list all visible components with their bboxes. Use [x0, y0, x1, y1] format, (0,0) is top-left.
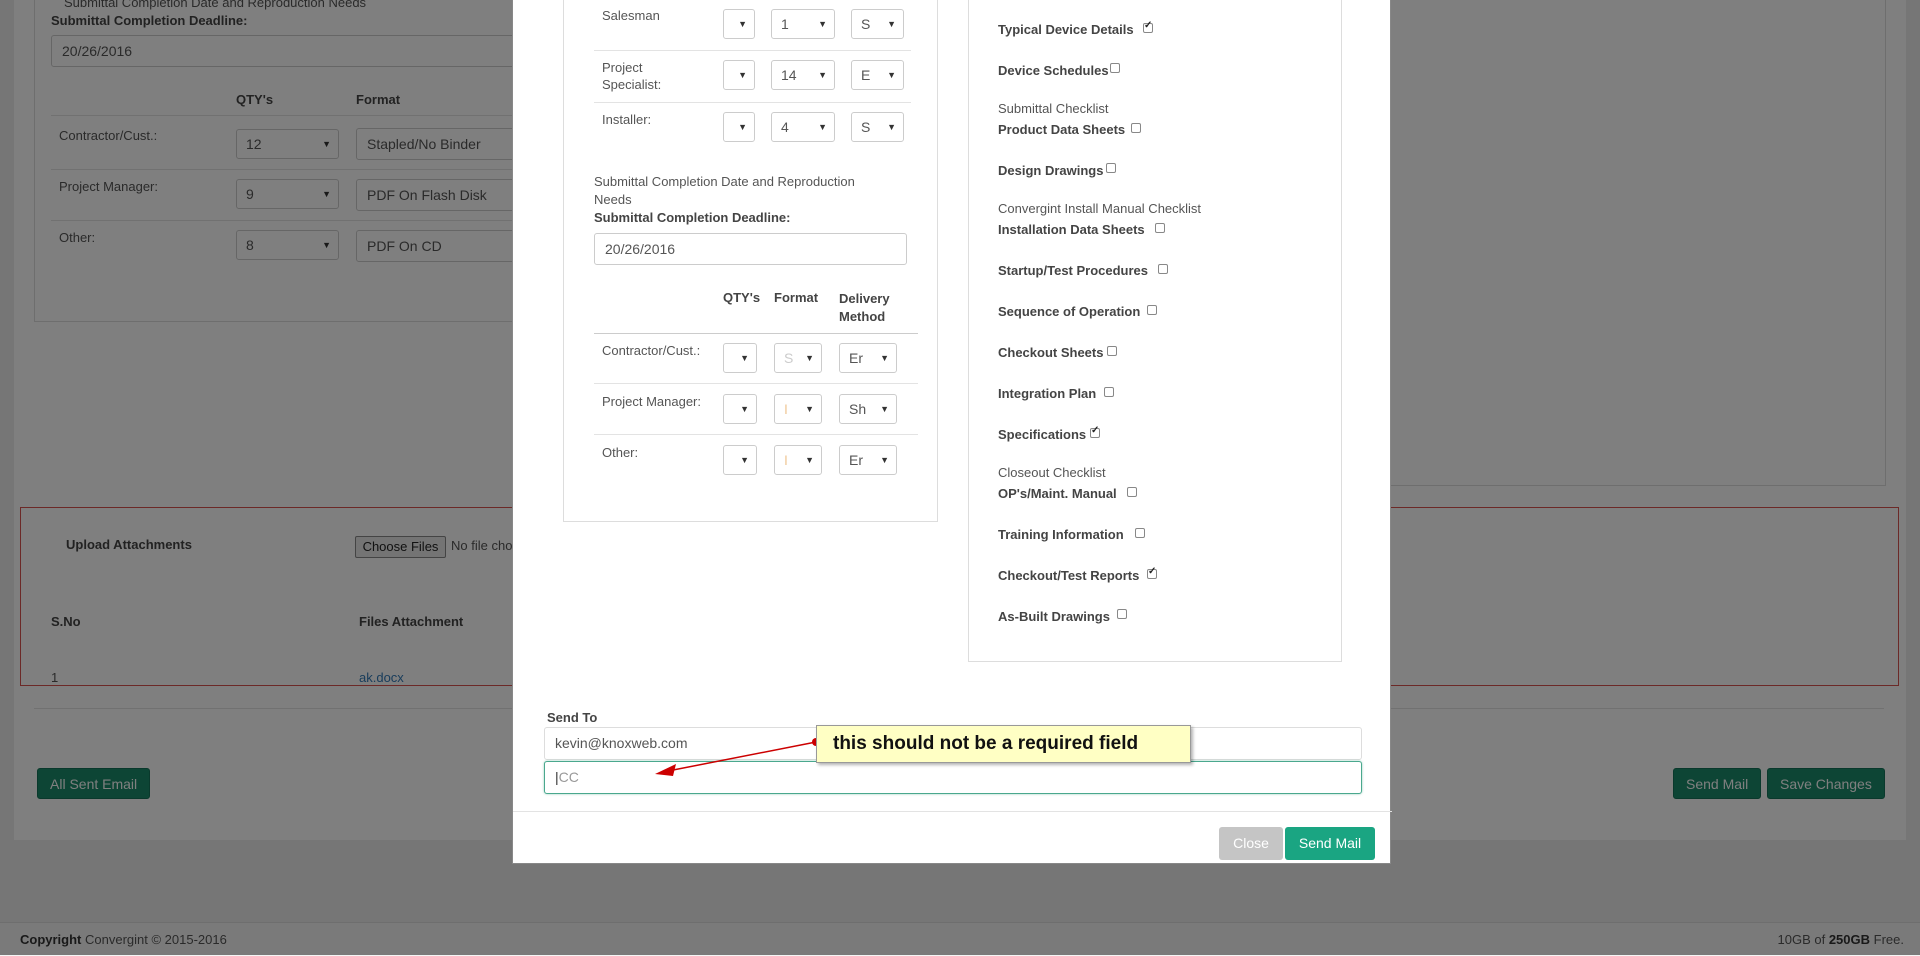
- role-qty-select[interactable]: 14 ▼: [771, 60, 835, 90]
- check-label: Device Schedules: [998, 63, 1109, 78]
- check-label: Product Data Sheets: [998, 122, 1126, 137]
- chevron-down-icon: ▼: [887, 122, 896, 132]
- repro-format-select[interactable]: I ▼: [774, 394, 822, 424]
- repro-heading: Submittal Completion Date and Reproduction Needs: [594, 174, 855, 207]
- repro-method-select[interactable]: Er ▼: [839, 343, 897, 373]
- repro-method-select[interactable]: Sh ▼: [839, 394, 897, 424]
- chevron-down-icon: ▼: [880, 353, 889, 363]
- check-label: Design Drawings: [998, 163, 1104, 178]
- chevron-down-icon: ▼: [805, 404, 814, 414]
- check-label: Startup/Test Procedures: [998, 263, 1149, 278]
- cc-input[interactable]: |CC: [544, 761, 1362, 794]
- chevron-down-icon: ▼: [740, 404, 749, 414]
- chevron-down-icon: ▼: [887, 19, 896, 29]
- role-qty-select[interactable]: 4 ▼: [771, 112, 835, 142]
- repro-label: Other:: [602, 445, 639, 460]
- check-label: Installation Data Sheets: [998, 222, 1145, 237]
- format-header: Format: [774, 290, 819, 305]
- chevron-down-icon: ▼: [738, 122, 747, 132]
- repro-format-select[interactable]: S ▼: [774, 343, 822, 373]
- chevron-down-icon: ▼: [880, 455, 889, 465]
- check-label: OP's/Maint. Manual: [998, 486, 1117, 501]
- check-label: Typical Device Details: [998, 22, 1134, 37]
- role-qty-select[interactable]: 1 ▼: [771, 9, 835, 39]
- send-mail-button[interactable]: Send Mail: [1285, 827, 1375, 860]
- chevron-down-icon: ▼: [740, 455, 749, 465]
- role-method-select[interactable]: S ▼: [851, 112, 904, 142]
- check-label: Checkout Sheets: [998, 345, 1104, 360]
- send-to-input[interactable]: kevin@knoxweb.com: [544, 727, 1362, 760]
- chevron-down-icon: ▼: [805, 353, 814, 363]
- deadline-input[interactable]: 20/26/2016: [594, 233, 907, 265]
- delivery-header: Delivery Method: [839, 291, 890, 324]
- check-label: Integration Plan: [998, 386, 1097, 401]
- check-label: Specifications: [998, 427, 1087, 442]
- repro-label: Project Manager:: [602, 394, 701, 409]
- role-method-select[interactable]: E ▼: [851, 60, 904, 90]
- role-label: Project Specialist:: [602, 60, 662, 92]
- chevron-down-icon: ▼: [818, 122, 827, 132]
- annotation-callout: this should not be a required field: [816, 725, 1191, 763]
- deadline-label: Submittal Completion Deadline:: [594, 210, 791, 225]
- group-heading-install: Convergint Install Manual Checklist: [998, 201, 1202, 216]
- chevron-down-icon: ▼: [740, 353, 749, 363]
- close-button[interactable]: Close: [1219, 827, 1283, 860]
- send-to-label: Send To: [547, 710, 598, 725]
- chevron-down-icon: ▼: [887, 70, 896, 80]
- check-label: Training Information: [998, 527, 1124, 542]
- chevron-down-icon: ▼: [880, 404, 889, 414]
- repro-label: Contractor/Cust.:: [602, 343, 701, 358]
- group-heading-submittal: Submittal Checklist: [998, 101, 1109, 116]
- role-label: Installer:: [602, 112, 652, 127]
- check-label: Sequence of Operation: [998, 304, 1141, 319]
- qty-header: QTY's: [723, 290, 761, 305]
- repro-method-select[interactable]: Er ▼: [839, 445, 897, 475]
- check-label: As-Built Drawings: [998, 609, 1110, 624]
- group-heading-closeout: Closeout Checklist: [998, 465, 1106, 480]
- repro-format-select[interactable]: I ▼: [774, 445, 822, 475]
- chevron-down-icon: ▼: [818, 70, 827, 80]
- chevron-down-icon: ▼: [805, 455, 814, 465]
- role-label: Salesman: [602, 8, 660, 23]
- arrow-head: [655, 764, 676, 776]
- check-label: Checkout/Test Reports: [998, 568, 1140, 583]
- role-method-select[interactable]: S ▼: [851, 9, 904, 39]
- chevron-down-icon: ▼: [818, 19, 827, 29]
- chevron-down-icon: ▼: [738, 19, 747, 29]
- chevron-down-icon: ▼: [738, 70, 747, 80]
- arrow-line: [668, 742, 816, 771]
